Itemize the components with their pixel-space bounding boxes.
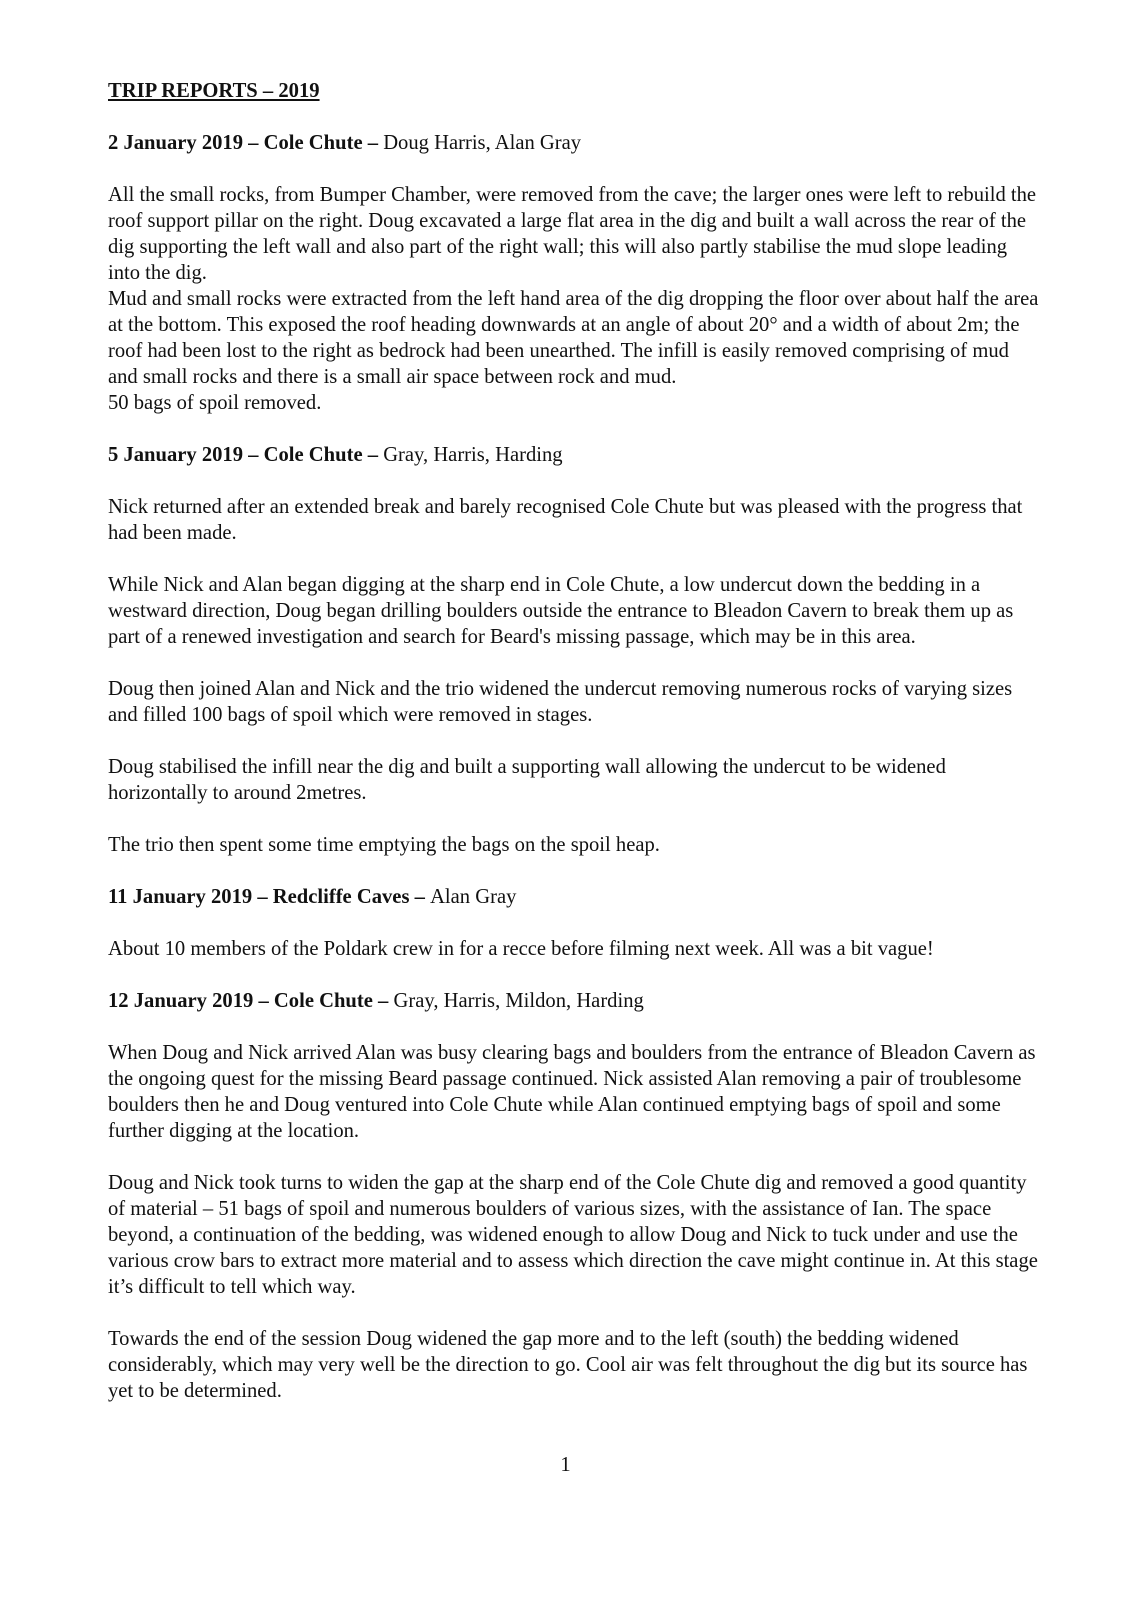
entry-paragraph: While Nick and Alan began digging at the sharp end in Cole Chute, a low undercut down the bedding in a westward direction, Doug began drilling boulders outside the entrance to Bleadon Cavern to break them up as part of a renewed investigation and search for Beard's missing passage, which may be in this area. xyxy=(108,574,1014,648)
entry-location: Cole Chute xyxy=(263,444,363,466)
entry-date: 12 January 2019 xyxy=(108,990,254,1012)
entry-paragraph: Nick returned after an extended break and barely recognised Cole Chute but was pleased with the progress that had been made. xyxy=(108,496,1023,544)
entry-paragraph: All the small rocks, from Bumper Chamber, were removed from the cave; the larger ones were left to rebuild the roof support pillar on the right. Doug excavated a large flat area in the dig and built a wall across the rear of the dig supporting the left wall and also part of the right wall; this will also partly stabilise the mud slope leading into the dig. xyxy=(108,184,1037,284)
document-page xyxy=(108,78,1043,1404)
entry-heading: 2 January 2019 – Cole Chute – Doug Harris, Alan Gray xyxy=(108,132,582,154)
entry-heading: 11 January 2019 – Redcliffe Caves – Alan Gray xyxy=(108,886,517,908)
document-title: TRIP REPORTS – 2019 xyxy=(108,80,320,102)
page-number: 1 xyxy=(560,1454,571,1476)
entry-paragraph: When Doug and Nick arrived Alan was busy clearing bags and boulders from the entrance of Bleadon Cavern as the ongoing quest for the missing Beard passage continued. Nick assisted Alan removing a pair of troublesome boulders then he and Doug ventured into Cole Chute while Alan continued emptying bags of spoil and some further digging at the location. xyxy=(108,1042,1036,1142)
entry-paragraph: Towards the end of the session Doug widened the gap more and to the left (south) the bedding widened considerably, which may very well be the direction to go. Cool air was felt throughout the dig but its source has yet to be determined. xyxy=(108,1328,1028,1402)
entry-paragraph: Mud and small rocks were extracted from the left hand area of the dig dropping the floor over about half the area at the bottom. This exposed the roof heading downwards at an angle of about 20° and a width of about 2m; the roof had been lost to the right as bedrock had been unearthed. The infill is easily removed comprising of mud and small rocks and there is a small air space between rock and mud. xyxy=(108,288,1039,388)
entry-location: Cole Chute xyxy=(263,132,363,154)
entry-heading: 5 January 2019 – Cole Chute – Gray, Harris, Harding xyxy=(108,444,563,466)
entry-paragraph: The trio then spent some time emptying the bags on the spoil heap. xyxy=(108,834,660,856)
entry-participants: Gray, Harris, Mildon, Harding xyxy=(393,990,644,1012)
entry-location: Cole Chute xyxy=(273,990,373,1012)
entry-date: 5 January 2019 xyxy=(108,444,244,466)
entry-location: Redcliffe Caves xyxy=(272,886,410,908)
entry-paragraph: About 10 members of the Poldark crew in for a recce before filming next week. All was a bit vague! xyxy=(108,938,934,960)
entry-participants: Alan Gray xyxy=(430,886,517,908)
entry-paragraph: Doug and Nick took turns to widen the gap at the sharp end of the Cole Chute dig and removed a good quantity of material – 51 bags of spoil and numerous boulders of various sizes, with the assistance of Ian. The space beyond, a continuation of the bedding, was widened enough to allow Doug and Nick to tuck under and use the various crow bars to extract more material and to assess which direction the cave might continue in. At this stage it’s difficult to tell which way. xyxy=(108,1172,1038,1298)
entry-date: 11 January 2019 xyxy=(108,886,253,908)
entry-paragraph: Doug stabilised the infill near the dig and built a supporting wall allowing the undercut to be widened horizontally to around 2metres. xyxy=(108,756,946,804)
entry-date: 2 January 2019 xyxy=(108,132,244,154)
entry-participants: Gray, Harris, Harding xyxy=(383,444,563,466)
entry-paragraph: 50 bags of spoil removed. xyxy=(108,392,322,414)
entry-paragraph: Doug then joined Alan and Nick and the trio widened the undercut removing numerous rocks of varying sizes and filled 100 bags of spoil which were removed in stages. xyxy=(108,678,1013,726)
entry-heading: 12 January 2019 – Cole Chute – Gray, Harris, Mildon, Harding xyxy=(108,990,644,1012)
entry-participants: Doug Harris, Alan Gray xyxy=(383,132,582,154)
